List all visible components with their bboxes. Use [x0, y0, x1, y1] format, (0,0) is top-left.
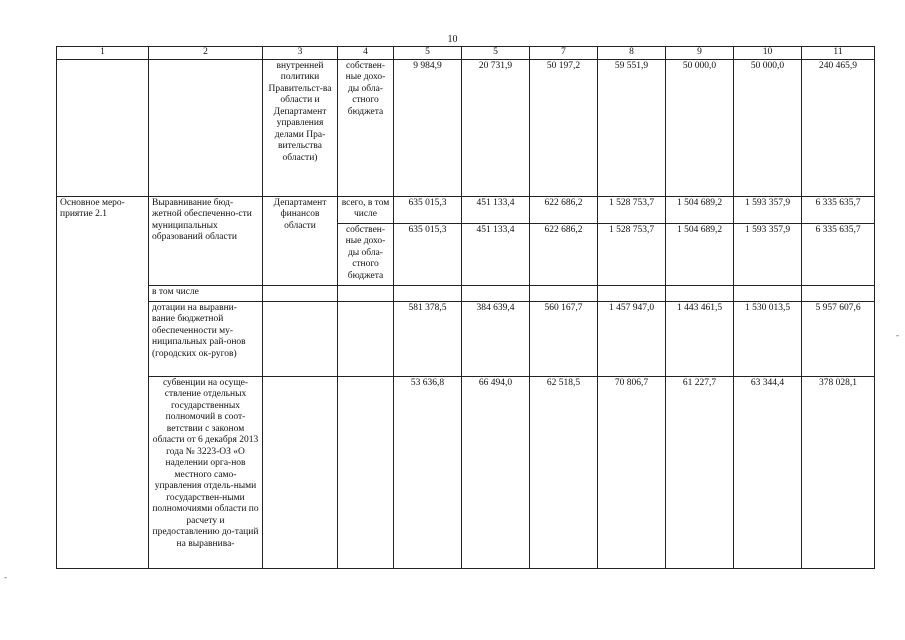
value-cell: 384 639,4	[462, 301, 530, 376]
header-cell: 10	[734, 47, 802, 60]
value-cell: 63 344,4	[734, 376, 802, 568]
executor-cell: внутренней политики Правительст-ва области и Департамент управления делами Пра-вительства области)	[263, 59, 338, 196]
value-cell: 1 457 947,0	[598, 301, 666, 376]
value-cell: 635 015,3	[394, 223, 462, 285]
table-cell	[394, 285, 462, 301]
header-cell: 5	[394, 47, 462, 60]
header-cell: 4	[338, 47, 394, 60]
table-cell	[338, 301, 394, 376]
table-row	[57, 285, 875, 301]
value-cell: 240 465,9	[802, 59, 875, 196]
table-cell	[338, 376, 394, 568]
header-cell: 1	[57, 47, 149, 60]
table-cell	[734, 285, 802, 301]
value-cell: 9 984,9	[394, 59, 462, 196]
funding-source-cell: собствен-ные дохо-ды обла-стного бюджета	[338, 223, 394, 285]
table-cell	[263, 376, 338, 568]
table-cell	[666, 285, 734, 301]
right-margin-mark: -	[896, 330, 899, 340]
value-cell: 1 443 461,5	[666, 301, 734, 376]
value-cell: 560 167,7	[530, 301, 598, 376]
subitem-label-cell: субвенции на осуще-ствление отдельных государственных полномочий в соот-ветствии с законом области от 6 декабря 2013 года № 3223-ОЗ «О наделении орга-нов местного само-управления отдель-ными государствен-ными полномочиями области по расчету и предоставлению до-таций на выравнива-	[149, 376, 263, 568]
value-cell: 378 028,1	[802, 376, 875, 568]
value-cell: 50 000,0	[666, 59, 734, 196]
value-cell: 61 227,7	[666, 376, 734, 568]
value-cell: 50 000,0	[734, 59, 802, 196]
table-cell	[263, 285, 338, 301]
table-row	[57, 196, 875, 223]
funding-source-cell: собствен-ные дохо-ды обла-стного бюджета	[338, 59, 394, 196]
value-cell: 451 133,4	[462, 196, 530, 223]
value-cell: 451 133,4	[462, 223, 530, 285]
page-number: 10	[447, 34, 458, 45]
value-cell: 1 593 357,9	[734, 196, 802, 223]
table-cell	[57, 59, 149, 196]
activity-description-cell: Выравнивание бюд-жетной обеспеченно-сти муниципальных образований области	[149, 196, 263, 285]
header-cell: 2	[149, 47, 263, 60]
value-cell: 70 806,7	[598, 376, 666, 568]
header-cell: 5	[462, 47, 530, 60]
activity-name-cell: Основное меро-приятие 2.1	[57, 196, 149, 568]
header-cell: 9	[666, 47, 734, 60]
table-cell	[598, 285, 666, 301]
value-cell: 1 593 357,9	[734, 223, 802, 285]
value-cell: 6 335 635,7	[802, 196, 875, 223]
value-cell: 53 636,8	[394, 376, 462, 568]
value-cell: 1 528 753,7	[598, 196, 666, 223]
left-margin-mark: -	[4, 572, 7, 582]
subheading-cell: в том числе	[149, 285, 263, 301]
table-row	[57, 59, 875, 196]
value-cell: 59 551,9	[598, 59, 666, 196]
header-cell: 8	[598, 47, 666, 60]
value-cell: 6 335 635,7	[802, 223, 875, 285]
value-cell: 50 197,2	[530, 59, 598, 196]
table-cell	[462, 285, 530, 301]
value-cell: 62 518,5	[530, 376, 598, 568]
budget-table	[56, 46, 875, 569]
value-cell: 1 530 013,5	[734, 301, 802, 376]
table-row	[57, 301, 875, 376]
value-cell: 635 015,3	[394, 196, 462, 223]
table-cell	[802, 285, 875, 301]
funding-source-cell: всего, в том числе	[338, 196, 394, 223]
header-row	[57, 47, 875, 60]
table-cell	[263, 301, 338, 376]
subitem-label-cell: дотации на выравни-вание бюджетной обеспеченности му-ниципальных рай-онов (городских ок-ругов)	[149, 301, 263, 376]
table-cell	[149, 59, 263, 196]
value-cell: 66 494,0	[462, 376, 530, 568]
value-cell: 581 378,5	[394, 301, 462, 376]
value-cell: 1 528 753,7	[598, 223, 666, 285]
value-cell: 1 504 689,2	[666, 223, 734, 285]
table-cell	[530, 285, 598, 301]
value-cell: 622 686,2	[530, 196, 598, 223]
table-cell	[338, 285, 394, 301]
executor-cell: Департамент финансов области	[263, 196, 338, 285]
value-cell: 20 731,9	[462, 59, 530, 196]
header-cell: 7	[530, 47, 598, 60]
header-cell: 11	[802, 47, 875, 60]
value-cell: 1 504 689,2	[666, 196, 734, 223]
value-cell: 5 957 607,6	[802, 301, 875, 376]
header-cell: 3	[263, 47, 338, 60]
table-row	[57, 376, 875, 568]
value-cell: 622 686,2	[530, 223, 598, 285]
